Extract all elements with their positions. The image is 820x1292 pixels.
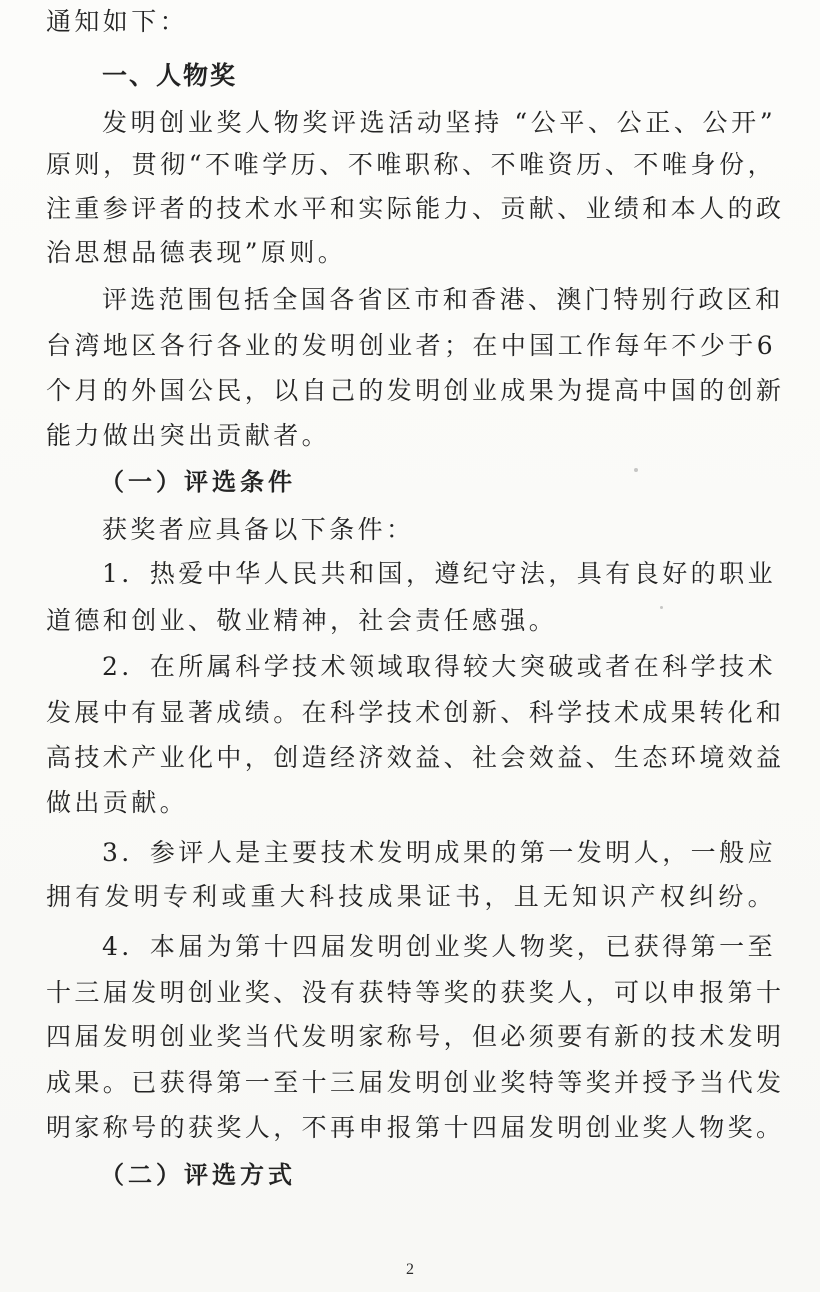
list-item-line: 道德和创业、敬业精神，社会责任感强。 <box>46 606 558 635</box>
list-item-line: 四届发明创业奖当代发明家称号，但必须要有新的技术发明 <box>46 1022 785 1051</box>
intro-line: 通知如下： <box>46 7 189 36</box>
list-item-line: 4．本届为第十四届发明创业奖人物奖，已获得第一至 <box>102 932 776 961</box>
subsection-title-method: （二）评选方式 <box>100 1161 296 1189</box>
page-number: 2 <box>406 1261 414 1278</box>
list-item-line: 3．参评人是主要技术发明成果的第一发明人，一般应 <box>102 838 776 867</box>
list-item-line: 成果。已获得第一至十三届发明创业奖特等奖并授予当代发 <box>46 1068 785 1097</box>
scan-speck <box>660 606 663 609</box>
paragraph-line: 获奖者应具备以下条件： <box>102 515 415 544</box>
paragraph-line: 能力做出突出贡献者。 <box>46 421 331 450</box>
subsection-title-criteria: （一）评选条件 <box>100 468 296 496</box>
section-title-people-award: 一、人物奖 <box>102 61 238 90</box>
list-item-line: 高技术产业化中，创造经济效益、社会效益、生态环境效益 <box>46 743 785 772</box>
paragraph-line: 治思想品德表现”原则。 <box>46 238 347 267</box>
paragraph-line: 评选范围包括全国各省区市和香港、澳门特别行政区和 <box>102 285 784 314</box>
paragraph-line: 台湾地区各行各业的发明创业者；在中国工作每年不少于6 <box>46 331 776 360</box>
list-item-line: 做出贡献。 <box>46 788 189 817</box>
list-item-line: 十三届发明创业奖、没有获特等奖的获奖人，可以申报第十 <box>46 978 785 1007</box>
list-item-line: 明家称号的获奖人，不再申报第十四届发明创业奖人物奖。 <box>46 1113 785 1142</box>
list-item-line: 2．在所属科学技术领域取得较大突破或者在科学技术 <box>102 652 776 681</box>
list-item-line: 拥有发明专利或重大科技成果证书，且无知识产权纠纷。 <box>46 882 776 911</box>
paragraph-line: 个月的外国公民，以自己的发明创业成果为提高中国的创新 <box>46 376 785 405</box>
paragraph-line: 注重参评者的技术水平和实际能力、贡献、业绩和本人的政 <box>46 194 785 223</box>
paragraph-line: 原则，贯彻“不唯学历、不唯职称、不唯资历、不唯身份， <box>46 150 776 179</box>
list-item-line: 发展中有显著成绩。在科学技术创新、科学技术成果转化和 <box>46 698 785 727</box>
scan-speck <box>634 468 638 472</box>
paragraph-line: 发明创业奖人物奖评选活动坚持 “公平、公正、公开” <box>102 108 776 137</box>
list-item-line: 1．热爱中华人民共和国，遵纪守法，具有良好的职业 <box>102 559 776 588</box>
